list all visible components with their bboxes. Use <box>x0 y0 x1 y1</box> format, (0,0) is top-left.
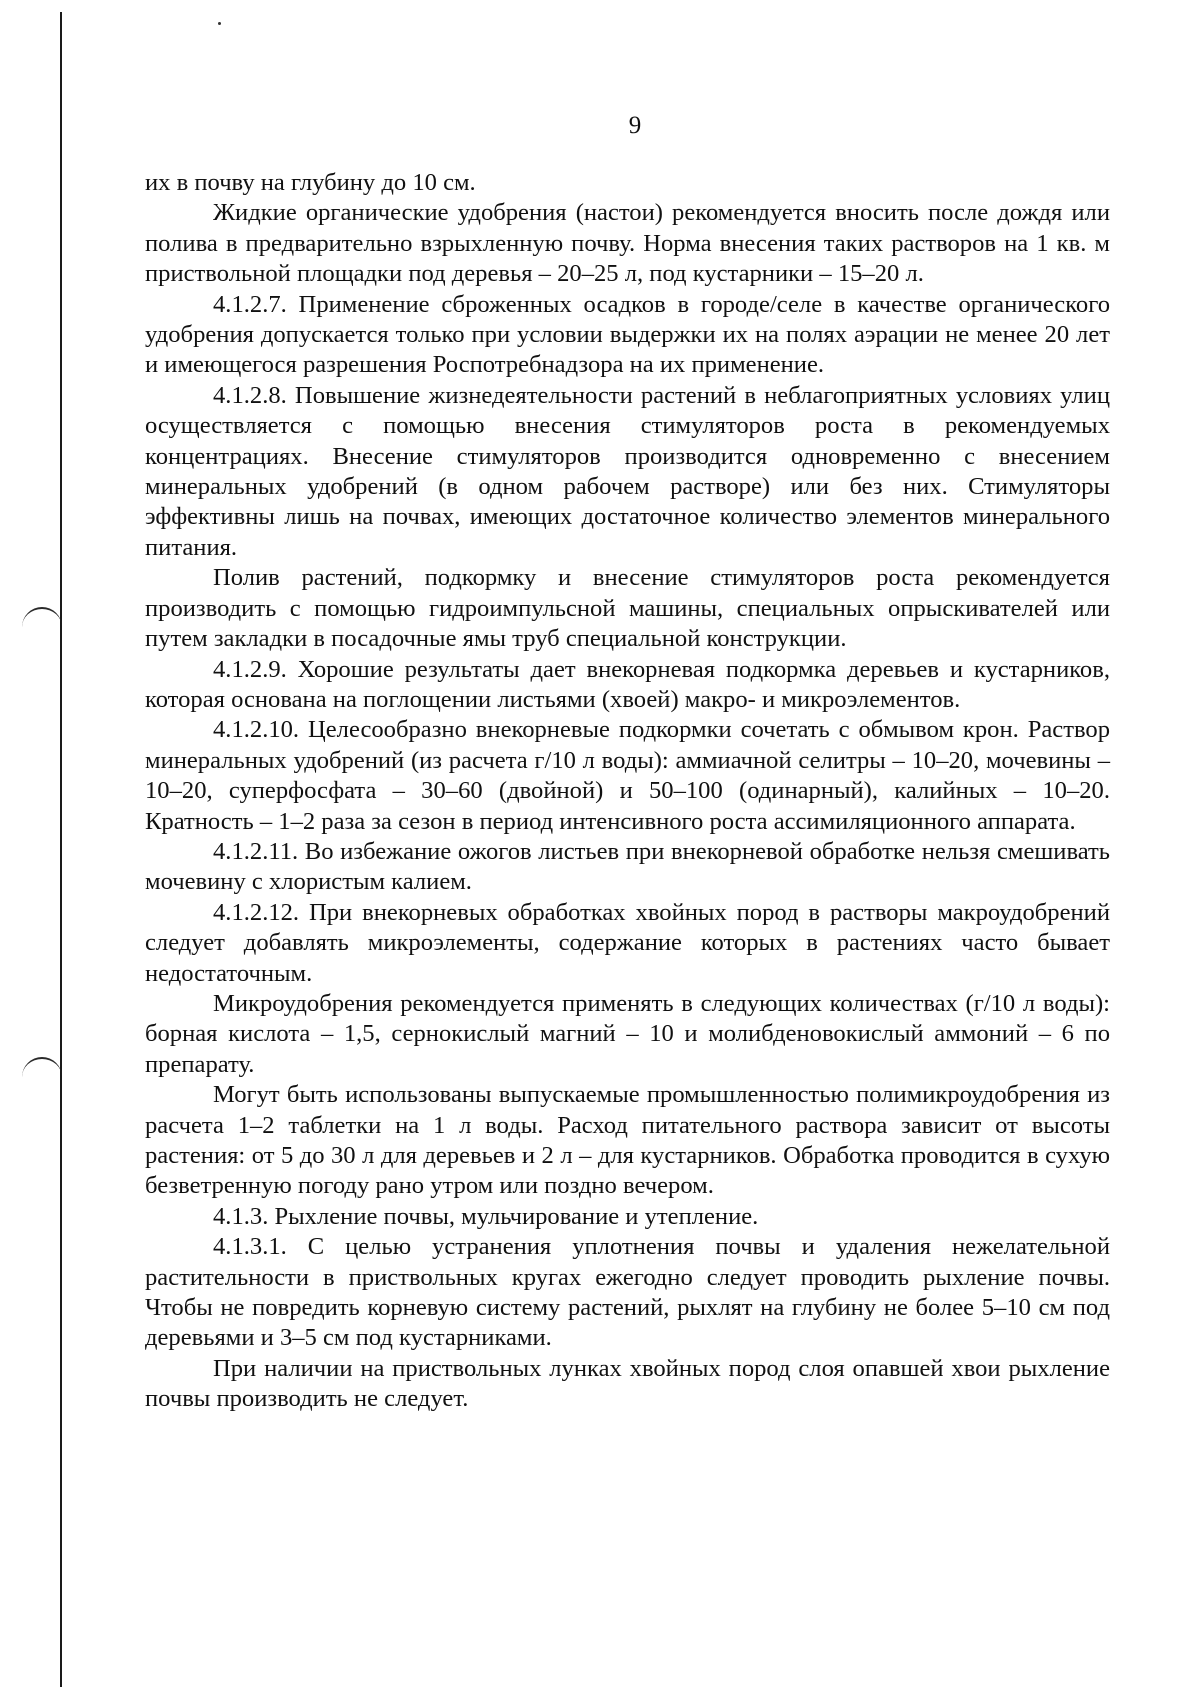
paragraph-4-1-2-7: 4.1.2.7. Применение сброженных осадков в городе/селе в качестве органического удобрения допускается только при условии выдержки их на полях аэрации не менее 20 лет и имеющегося разрешения Роспотребнадзора на их применение. <box>145 290 1110 379</box>
paragraph-continuation: их в почву на глубину до 10 см. <box>145 169 476 196</box>
paragraph-4-1-3-1: 4.1.3.1. С целью устранения уплотнения почвы и удаления нежелательной растительности в приствольных кругах ежегодно следует проводить рыхление почвы. Чтобы не повредить корневую систему растений, рыхлят на глубину не более 5–10 см под деревьями и 3–5 см под кустарниками. <box>145 1233 1110 1352</box>
paragraph-4-1-2-10: 4.1.2.10. Целесообразно внекорневые подкормки сочетать с обмывом крон. Раствор минеральных удобрений (из расчета г/10 л воды): аммиачной селитры – 10–20, мочевины – 10–20, суперфосфата – 30–60 (двойной) и 50–100 (одинарный), калийных – 10–20. Кратность – 1–2 раза за сезон в период интенсивного роста ассимиляционного аппарата. <box>145 716 1110 835</box>
paragraph-conifer-needles: При наличии на приствольных лунках хвойных пород слоя опавшей хвои рыхление почвы производить не следует. <box>145 1354 1110 1413</box>
binding-mark-upper <box>22 607 62 635</box>
paragraph-4-1-2-9: 4.1.2.9. Хорошие результаты дает внекорневая подкормка деревьев и кустарников, которая основана на поглощении листьями (хвоей) макро- и микроэлементов. <box>145 655 1110 713</box>
paragraph-4-1-2-11: 4.1.2.11. Во избежание ожогов листьев при внекорневой обработке нельзя смешивать мочевину с хлористым калием. <box>145 837 1110 896</box>
document-body <box>145 168 1110 1415</box>
left-margin-rule <box>60 12 62 1687</box>
scan-speck <box>218 22 221 25</box>
paragraph-4-1-2-12: 4.1.2.12. При внекорневых обработках хвойных пород в растворы макроудобрений следует добавлять микроэлементы, содержание которых в растениях часто бывает недостаточным. <box>145 898 1110 987</box>
page-number: 9 <box>628 112 642 139</box>
paragraph-4-1-2-8: 4.1.2.8. Повышение жизнедеятельности растений в неблагоприятных условиях улиц осуществляется с помощью внесения стимуляторов роста в рекомендуемых концентрациях. Внесение стимуляторов производится одновременно с внесением минеральных удобрений (в одном рабочем растворе) или без них. Стимуляторы эффективны лишь на почвах, имеющих достаточное количество элементов минерального питания. <box>145 381 1110 561</box>
binding-mark-lower <box>22 1057 62 1085</box>
paragraph-microfertilizers: Микроудобрения рекомендуется применять в следующих количествах (г/10 л воды): борная кислота – 1,5, сернокислый магний – 10 и молибденовокислый аммоний – 6 по препарату. <box>145 989 1110 1078</box>
paragraph-4-1-3: 4.1.3. Рыхление почвы, мульчирование и утепление. <box>213 1202 759 1230</box>
paragraph-liquid-fertilizers: Жидкие органические удобрения (настои) рекомендуется вносить после дождя или полива в предварительно взрыхленную почву. Норма внесения таких растворов на 1 кв. м приствольной площадки под деревья – 20–25 л, под кустарники – 15–20 л. <box>145 199 1110 288</box>
paragraph-watering: Полив растений, подкормку и внесение стимуляторов роста рекомендуется производить с помощью гидроимпульсной машины, специальных опрыскивателей или путем закладки в посадочные ямы труб специальной конструкции. <box>145 564 1110 653</box>
paragraph-polymicrofertilizers: Могут быть использованы выпускаемые промышленностью полимикроудобрения из расчета 1–2 таблетки на 1 л воды. Расход питательного раствора зависит от высоты растения: от 5 до 30 л для деревьев и 2 л – для кустарников. Обработка проводится в сухую безветренную погоду рано утром или поздно вечером. <box>145 1081 1110 1200</box>
